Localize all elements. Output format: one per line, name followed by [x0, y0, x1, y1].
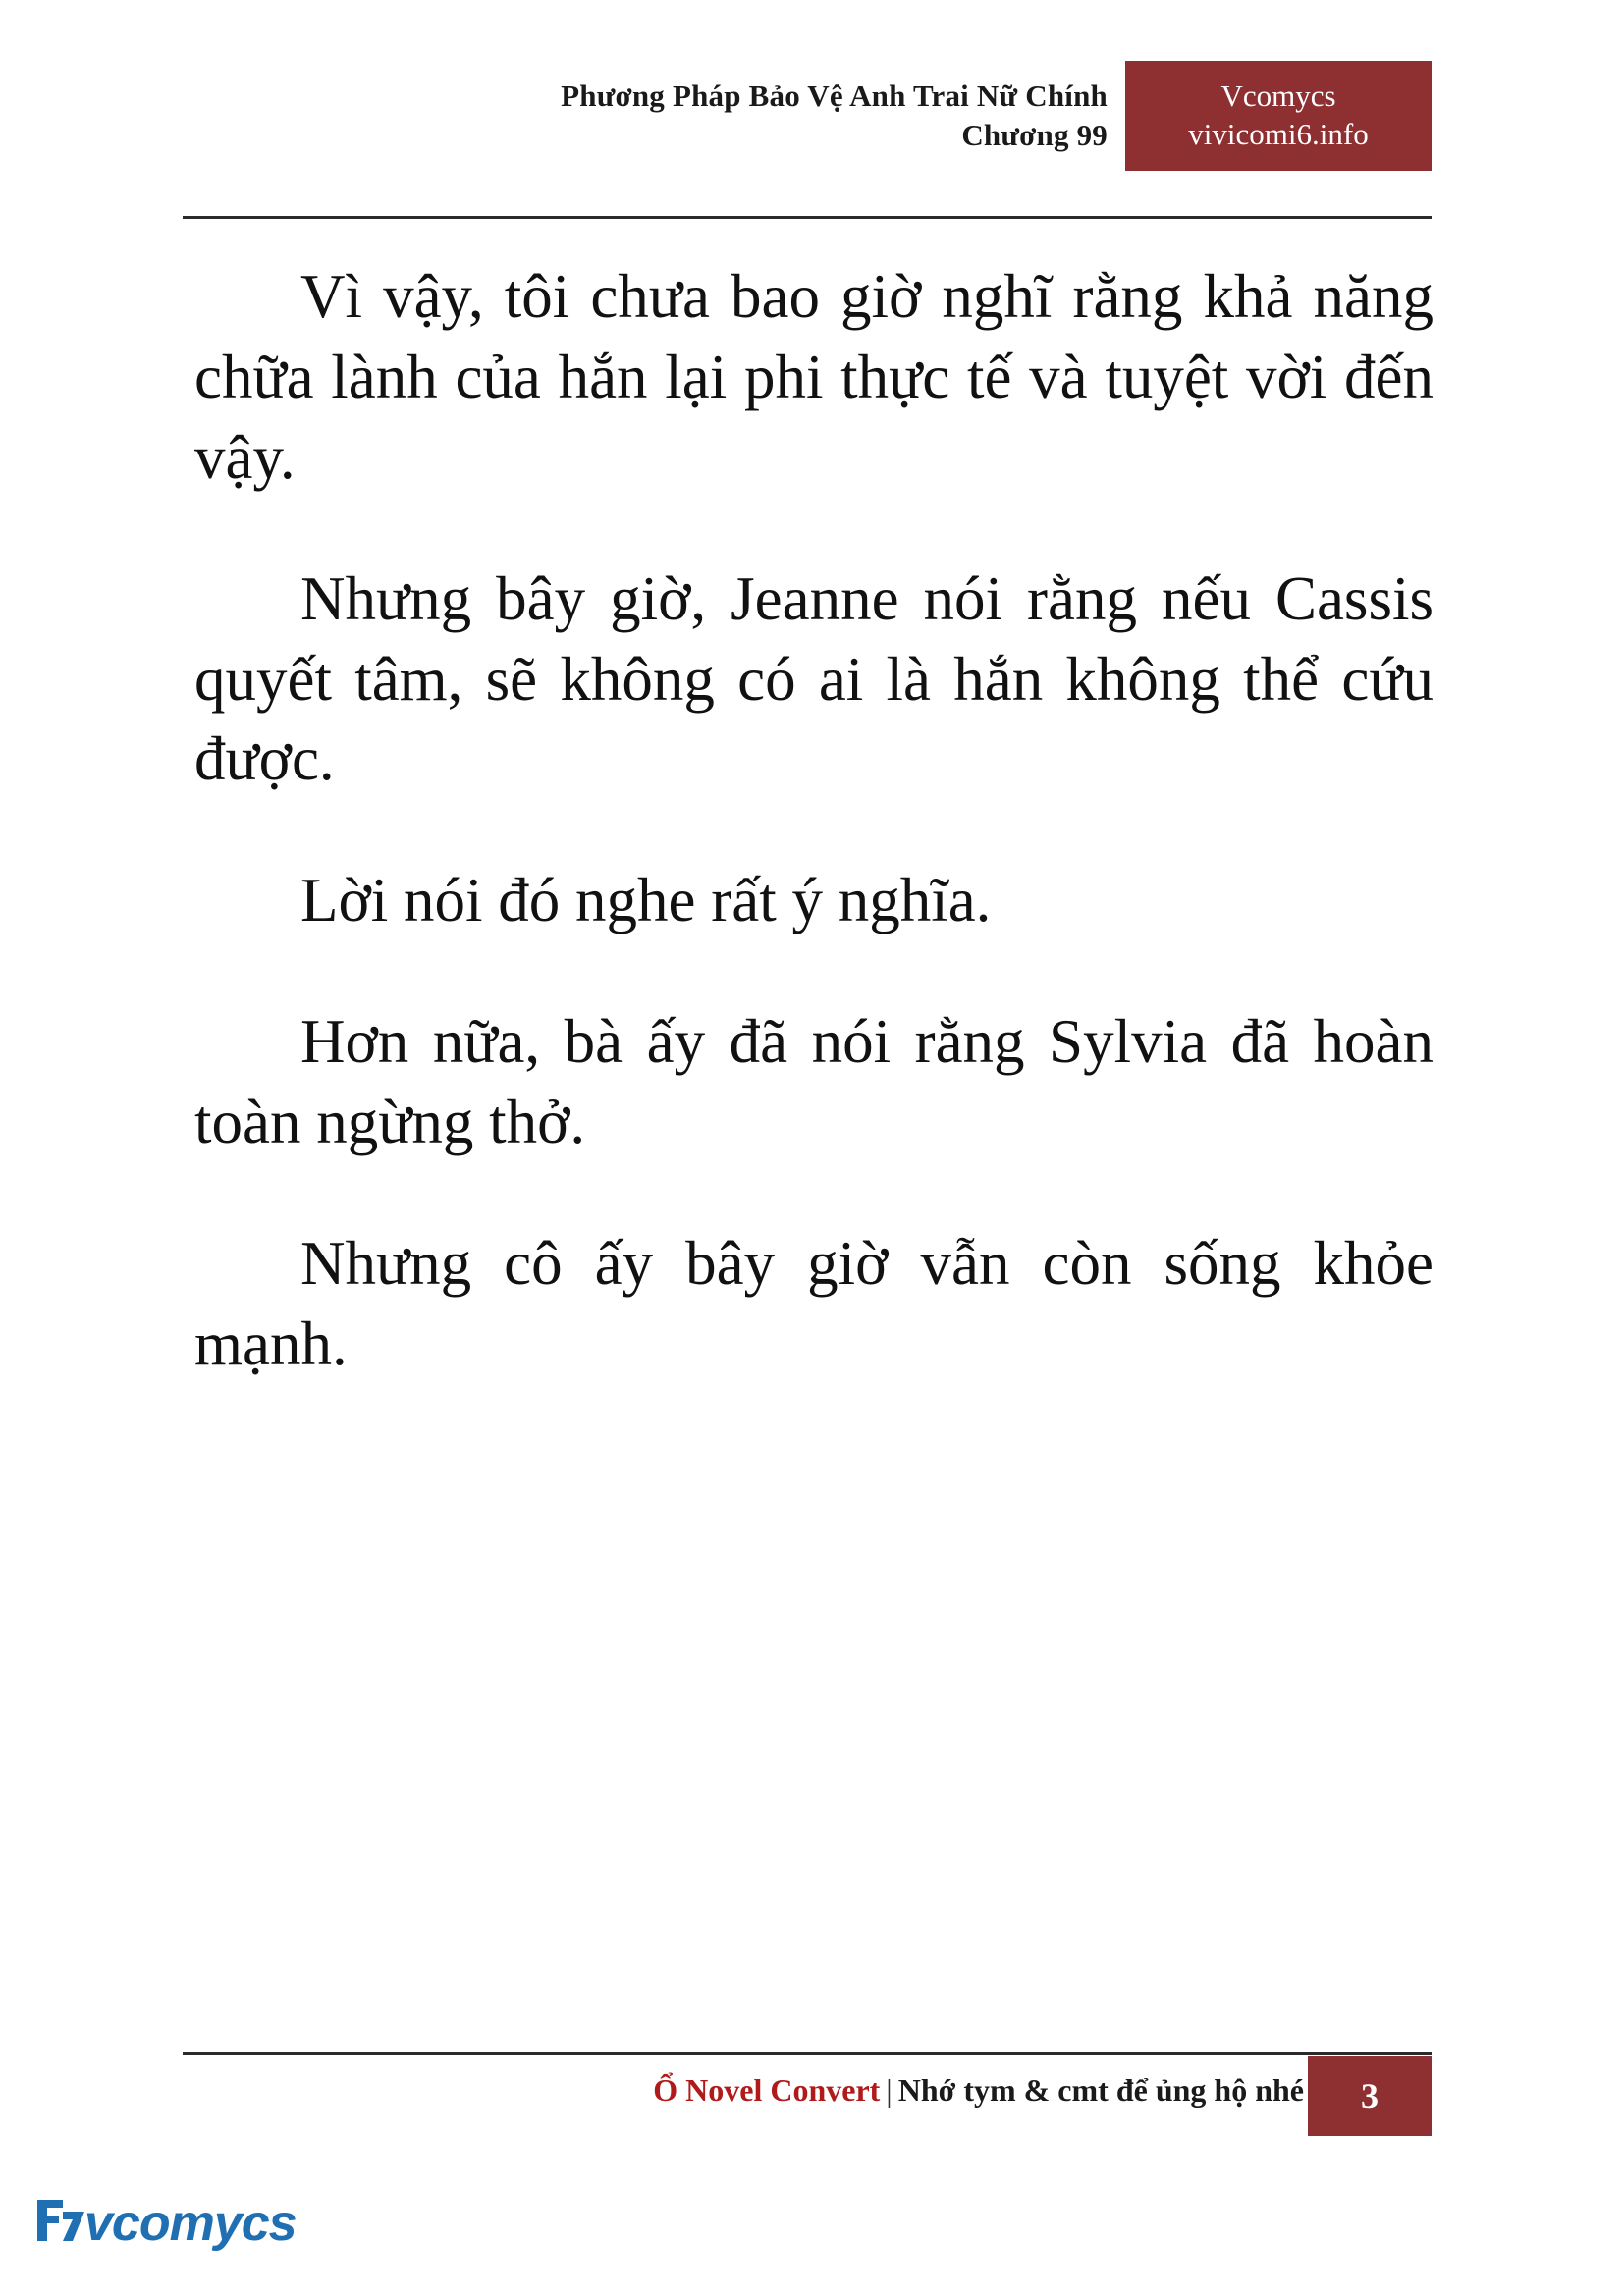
- paragraph: Nhưng cô ấy bây giờ vẫn còn sống khỏe mạnh.: [194, 1229, 1434, 1378]
- page-content: [194, 257, 1434, 1385]
- paragraph: Vì vậy, tôi chưa bao giờ nghĩ rằng khả năng chữa lành của hắn lại phi thực tế và tuyệt vời đến vậy.: [194, 262, 1434, 492]
- header-divider: [183, 216, 1432, 219]
- header-title-block: [561, 77, 1108, 156]
- paragraph: Hơn nữa, bà ấy đã nói rằng Sylvia đã hoàn toàn ngừng thở.: [194, 1007, 1434, 1157]
- watermark-text: vcomycs: [84, 2195, 297, 2252]
- footer-brand: Ổ Novel Convert: [653, 2072, 881, 2108]
- paragraph: Nhưng bây giờ, Jeanne nói rằng nếu Cassis quyết tâm, sẽ không có ai là hắn không thể cứu được.: [194, 563, 1434, 794]
- footer-separator: |: [886, 2072, 893, 2108]
- paragraph: Lời nói đó nghe rất ý nghĩa.: [300, 866, 992, 935]
- page-header: [183, 77, 1432, 214]
- site-badge: [1125, 61, 1432, 171]
- header-inner: [183, 77, 1432, 183]
- chapter-label: Chương 99: [961, 118, 1108, 153]
- site-badge-url: vivicomi6.info: [1188, 117, 1369, 151]
- page-footer: [183, 2063, 1432, 2132]
- footer-divider: [183, 2052, 1432, 2055]
- page-number: 3: [1361, 2076, 1379, 2115]
- vcomycs-mark-icon: [33, 2192, 90, 2249]
- footer-note: Nhớ tym & cmt để ủng hộ nhé: [897, 2072, 1304, 2108]
- footer-credit: [653, 2071, 1304, 2109]
- site-badge-brand: Vcomycs: [1220, 79, 1336, 114]
- page-number-badge: [1308, 2056, 1432, 2136]
- watermark-logo: [33, 2186, 297, 2270]
- page-title: Phương Pháp Bảo Vệ Anh Trai Nữ Chính: [561, 79, 1108, 113]
